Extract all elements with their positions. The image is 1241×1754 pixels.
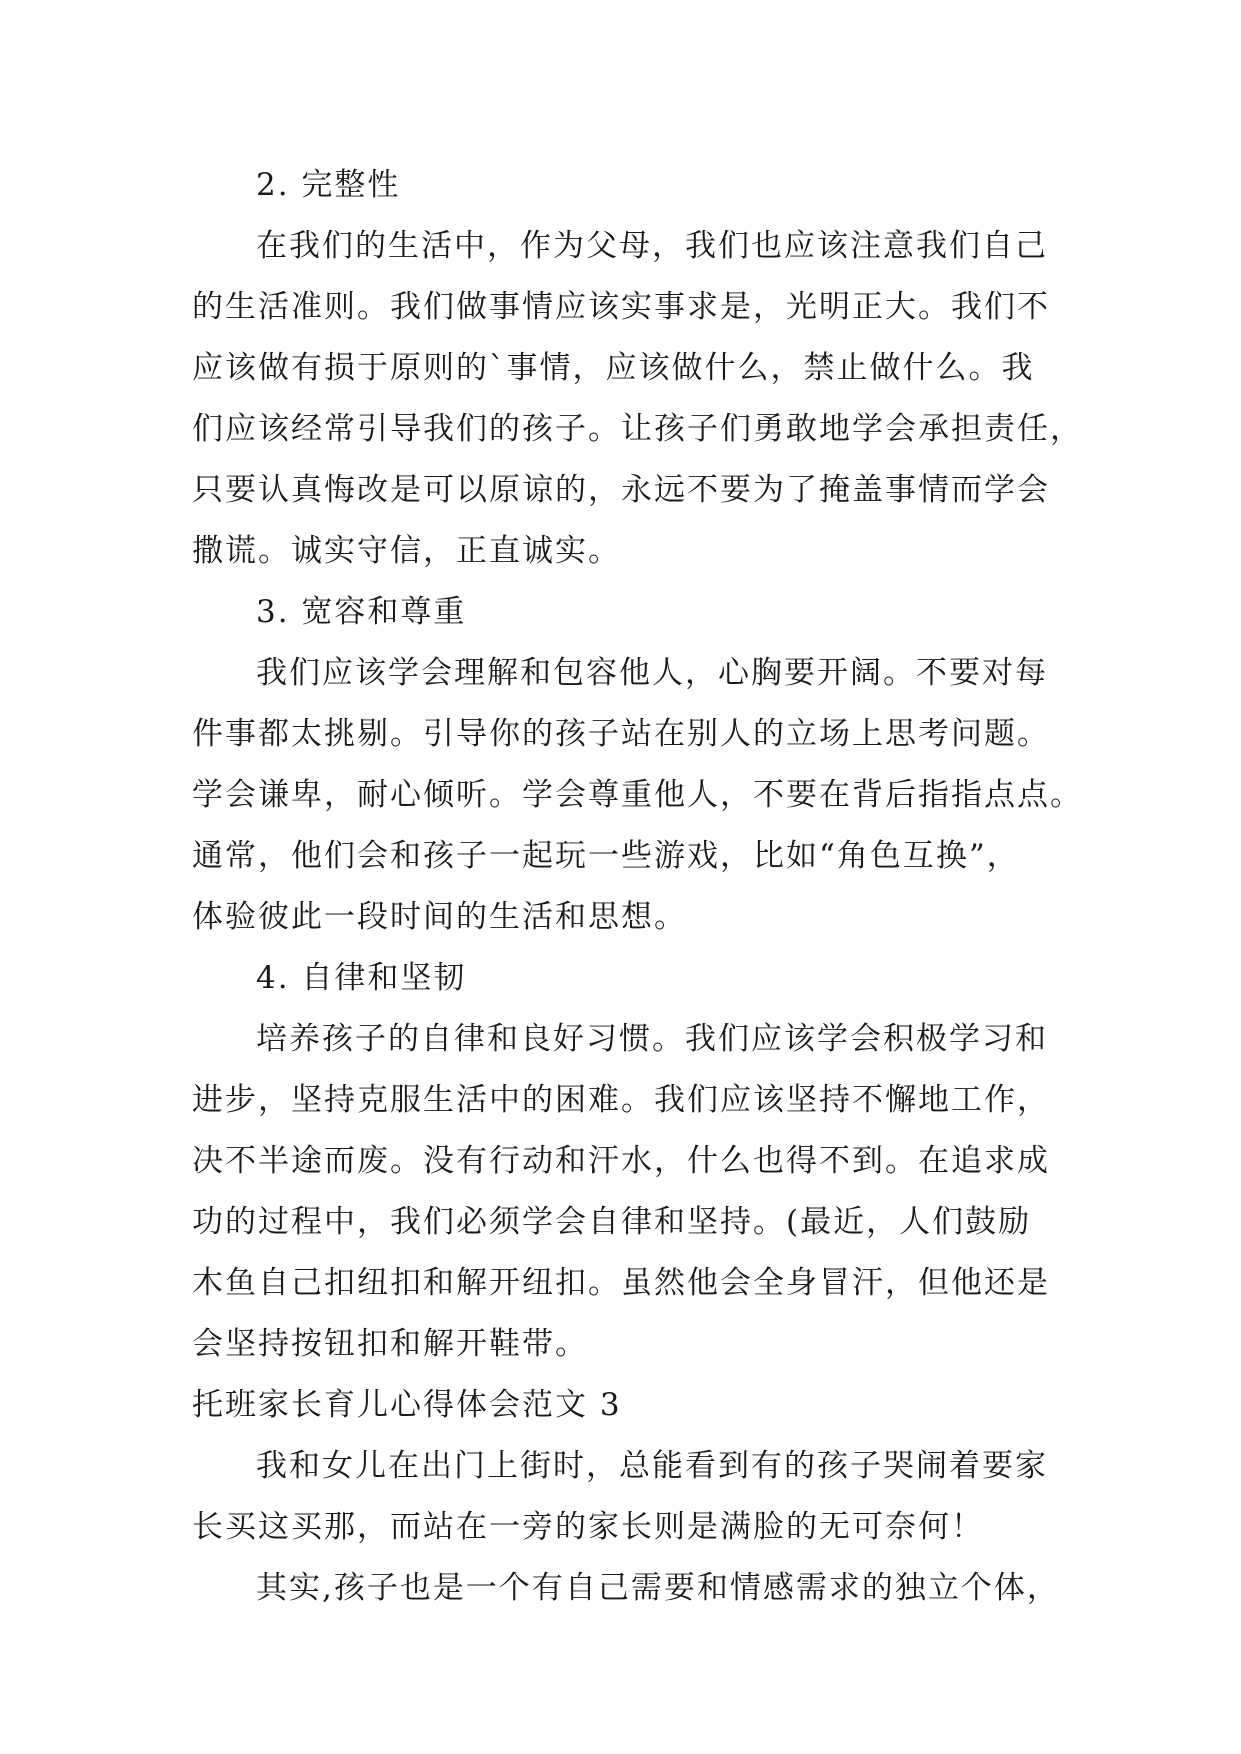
paragraph-line: 功的过程中，我们必须学会自律和坚持。(最近，人们鼓励 <box>192 1204 1032 1240</box>
section-heading-completeness: 2. 完整性 <box>256 167 401 203</box>
section-heading-tolerance: 3. 宽容和尊重 <box>256 594 467 630</box>
paragraph-line: 体验彼此一段时间的生活和思想。 <box>192 899 687 935</box>
paragraph-line: 只要认真悔改是可以原谅的，永远不要为了掩盖事情而学会 <box>192 472 1050 508</box>
paragraph-line: 们应该经常引导我们的孩子。让孩子们勇敢地学会承担责任， <box>192 411 1083 447</box>
paragraph-line: 撒谎。诚实守信，正直诚实。 <box>192 533 621 569</box>
paragraph-line: 我和女儿在出门上街时，总能看到有的孩子哭闹着要家 <box>256 1448 1048 1484</box>
paragraph-line: 决不半途而废。没有行动和汗水，什么也得不到。在追求成 <box>192 1143 1050 1179</box>
paragraph-line: 长买这买那，而站在一旁的家长则是满脸的无可奈何！ <box>192 1509 984 1545</box>
document-body <box>192 155 1083 1619</box>
paragraph-line: 其实,孩子也是一个有自己需要和情感需求的独立个体， <box>256 1570 1060 1606</box>
paragraph-line: 件事都太挑剔。引导你的孩子站在别人的立场上思考问题。 <box>192 716 1050 752</box>
section-heading-self-discipline: 4. 自律和坚韧 <box>256 960 467 996</box>
paragraph-line: 我们应该学会理解和包容他人，心胸要开阔。不要对每 <box>256 655 1048 691</box>
paragraph-line: 的生活准则。我们做事情应该实事求是，光明正大。我们不 <box>192 289 1050 325</box>
article-title: 托班家长育儿心得体会范文 3 <box>192 1387 622 1423</box>
paragraph-line: 应该做有损于原则的`事情，应该做什么，禁止做什么。我 <box>192 350 1035 386</box>
paragraph-line: 通常，他们会和孩子一起玩一些游戏，比如“角色互换”， <box>192 838 1020 874</box>
paragraph-line: 木鱼自己扣纽扣和解开纽扣。虽然他会全身冒汗，但他还是 <box>192 1265 1050 1301</box>
paragraph-line: 学会谦卑，耐心倾听。学会尊重他人，不要在背后指指点点。 <box>192 777 1083 813</box>
paragraph-line: 培养孩子的自律和良好习惯。我们应该学会积极学习和 <box>256 1021 1048 1057</box>
paragraph-line: 会坚持按钮扣和解开鞋带。 <box>192 1326 588 1362</box>
paragraph-line: 进步，坚持克服生活中的困难。我们应该坚持不懈地工作， <box>192 1082 1050 1118</box>
paragraph-line: 在我们的生活中，作为父母，我们也应该注意我们自己 <box>256 228 1048 264</box>
